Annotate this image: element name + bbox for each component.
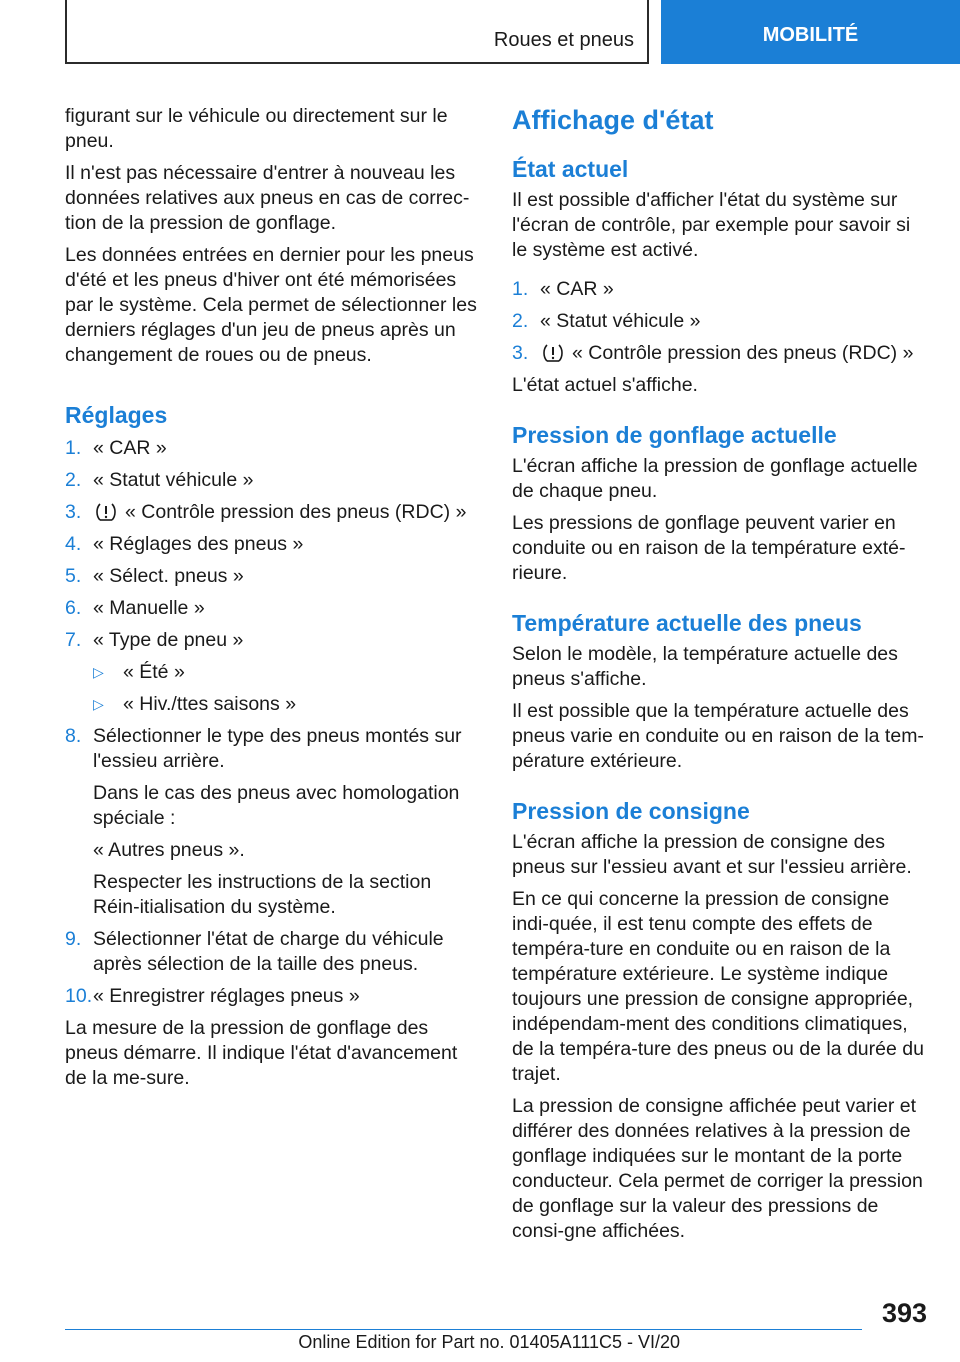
status-steps-list — [512, 277, 927, 366]
header-section-title: Roues et pneus — [493, 29, 634, 51]
paragraph: Les données entrées en dernier pour les pneus d'été et les pneus d'hiver ont été mémorisées par le système. Cela permet de sélectionner les derniers réglages d'un jeu de pneus après un changement de roues ou de pneus. — [65, 244, 477, 366]
list-item: 9. Sélectionner l'état de charge du véhicule après sélection de la taille des pneus. — [65, 928, 444, 975]
list-item: 7. « Type de pneu » — [65, 629, 244, 651]
footer-edition: Online Edition for Part no. 01405A111C5 - VI/20 — [298, 1332, 680, 1352]
paragraph: La mesure de la pression de gonflage des pneus démarre. Il indique l'état d'avancement de la me-sure. — [65, 1017, 458, 1089]
list-item: 1. « CAR » — [512, 278, 614, 300]
tire-pressure-warning-icon — [95, 502, 117, 522]
list-item: 3. « Contrôle pression des pneus (RDC) » — [65, 501, 467, 523]
list-item: 8. Sélectionner le type des pneus montés sur l'essieu arrière. Dans le cas des pneus avec homologation spéciale : « Autres pneus ». Respecter les instructions de la section Réin-itialisation du système. — [65, 725, 462, 918]
list-item: 2. « Statut véhicule » — [512, 310, 701, 332]
list-item: 2. « Statut véhicule » — [65, 469, 254, 491]
paragraph: Il est possible que la température actuelle des pneus varie en conduite ou en raison de la tem-pérature extérieure. — [512, 700, 924, 772]
list-item: 4. « Réglages des pneus » — [65, 533, 304, 555]
section-heading-reglages: Réglages — [65, 402, 168, 428]
section-heading-affichage: Affichage d'état — [512, 105, 714, 135]
paragraph: L'écran affiche la pression de gonflage actuelle de chaque pneu. — [512, 455, 918, 502]
list-item: 1. « CAR » — [65, 437, 167, 459]
subheading-etat-actuel: État actuel — [512, 156, 629, 182]
footer-divider — [65, 1329, 862, 1330]
list-item: 10. « Enregistrer réglages pneus » — [65, 985, 360, 1007]
subheading-pression-consigne: Pression de consigne — [512, 798, 750, 824]
list-item: 6. « Manuelle » — [65, 597, 205, 619]
settings-steps-list — [65, 436, 480, 1009]
right-column — [512, 104, 927, 1251]
left-column — [65, 104, 480, 1098]
paragraph: Il n'est pas nécessaire d'entrer à nouveau les données relatives aux pneus en cas de correc-tion de la pression de gonflage. — [65, 162, 470, 234]
paragraph: L'état actuel s'affiche. — [512, 374, 698, 396]
paragraph: Selon le modèle, la température actuelle des pneus s'affiche. — [512, 643, 898, 690]
list-item: 3. « Contrôle pression des pneus (RDC) » — [512, 342, 914, 364]
paragraph: En ce qui concerne la pression de consigne indi-quée, il est tenu compte des effets de tempéra-ture en conduite ou en raison de la température extérieure. Le système indique toujours une pression de consigne appropriée, indépendam-ment des conditions climatiques, de la tempéra-ture des pneus ou de la durée du trajet. — [512, 888, 924, 1085]
header-chapter-tab[interactable]: MOBILITÉ — [661, 0, 960, 64]
sub-list-item: ▷ « Été » — [93, 661, 185, 683]
paragraph: figurant sur le véhicule ou directement sur le pneu. — [65, 105, 448, 152]
tire-pressure-warning-icon — [542, 343, 564, 363]
list-item: 5. « Sélect. pneus » — [65, 565, 244, 587]
sub-list-item: ▷ « Hiv./ttes saisons » — [93, 693, 297, 715]
paragraph: Les pressions de gonflage peuvent varier en conduite ou en raison de la température exté-rieure. — [512, 512, 906, 584]
paragraph: La pression de consigne affichée peut varier et différer des données relatives à la pression de gonflage indiquées sur le montant de la porte conducteur. Cela permet de corriger la pression de gonflage sur la valeur des pressions de consi-gne affichées. — [512, 1095, 923, 1242]
paragraph: L'écran affiche la pression de consigne des pneus sur l'essieu avant et sur l'essieu arrière. — [512, 831, 912, 878]
triangle-bullet-icon: ▷ — [93, 664, 104, 680]
page-number: 393 — [881, 1298, 927, 1328]
paragraph: Il est possible d'afficher l'état du système sur l'écran de contrôle, par exemple pour savoir si le système est activé. — [512, 189, 911, 261]
subheading-temperature: Température actuelle des pneus — [512, 610, 862, 636]
subheading-pression-actuelle: Pression de gonflage actuelle — [512, 422, 837, 448]
triangle-bullet-icon: ▷ — [93, 696, 104, 712]
